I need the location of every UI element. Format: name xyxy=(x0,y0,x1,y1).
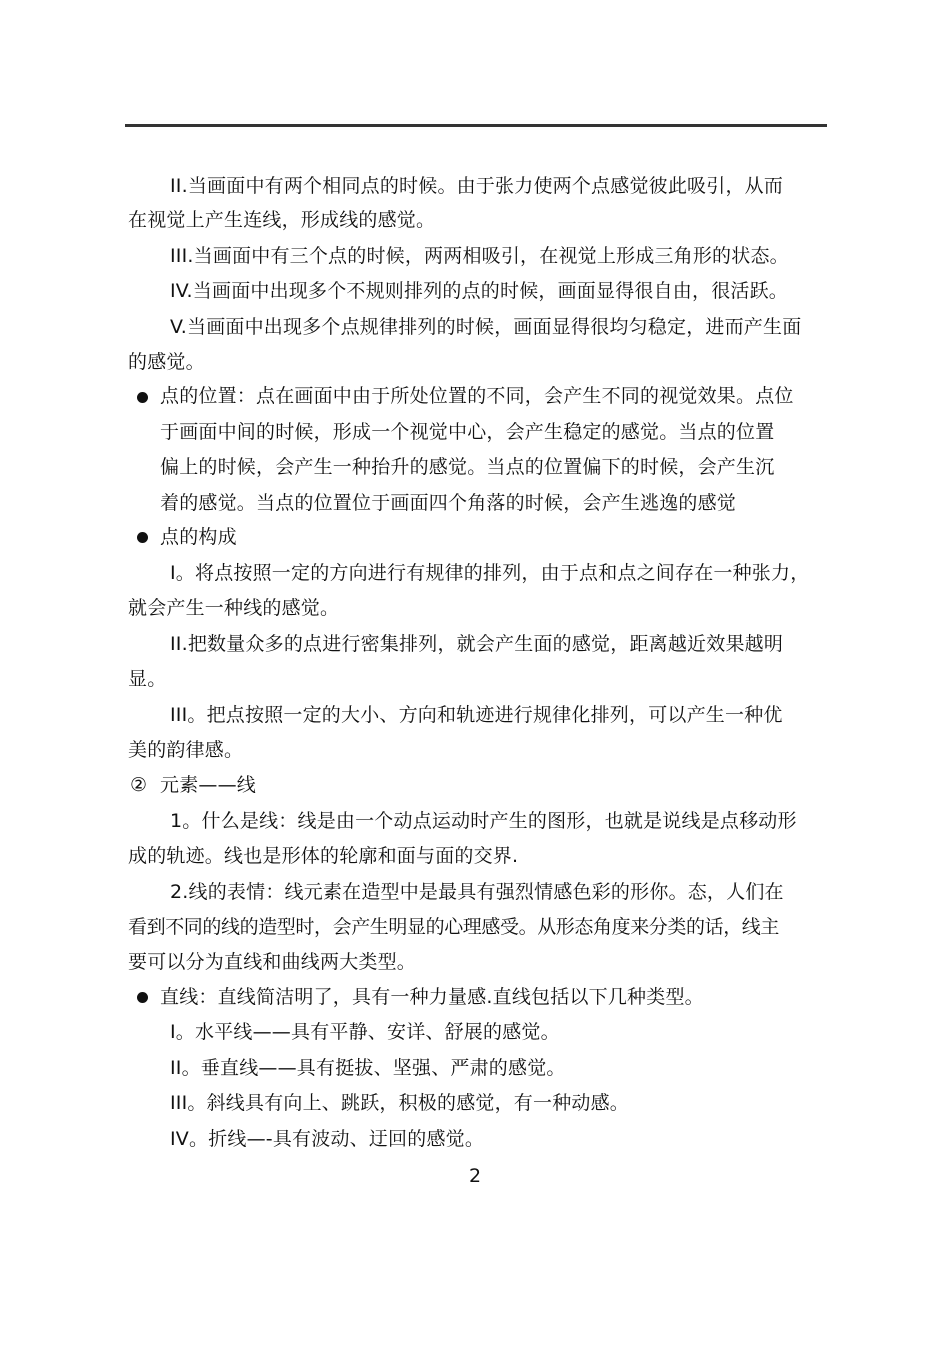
text-line: I。水平线——具有平静、安详、舒展的感觉。 xyxy=(170,1021,560,1043)
text-line: 着的感觉。当点的位置位于画面四个角落的时候，会产生逃逸的感觉 xyxy=(160,492,737,514)
bullet-icon xyxy=(137,392,148,403)
section-heading: 元素——线 xyxy=(160,774,257,796)
text-line: 偏上的时候，会产生一种抬升的感觉。当点的位置偏下的时候，会产生沉 xyxy=(160,456,775,478)
text-line: II.把数量众多的点进行密集排列，就会产生面的感觉，距离越近效果越明 xyxy=(170,633,784,655)
text-line: 的感觉。 xyxy=(128,351,205,373)
text-line: 要可以分为直线和曲线两大类型。 xyxy=(128,951,417,973)
text-line: 点的位置：点在画面中由于所处位置的不同，会产生不同的视觉效果。点位 xyxy=(160,385,794,407)
text-line: 就会产生一种线的感觉。 xyxy=(128,597,340,619)
text-line: I。将点按照一定的方向进行有规律的排列，由于点和点之间存在一种张力， xyxy=(170,562,810,584)
text-line: IV。折线—-具有波动、迂回的感觉。 xyxy=(170,1128,485,1150)
circled-number: ② xyxy=(130,774,148,796)
header-rule xyxy=(125,124,827,127)
text-line: 美的韵律感。 xyxy=(128,739,244,761)
text-line: 点的构成 xyxy=(160,526,237,548)
text-line: 显。 xyxy=(128,668,167,690)
text-line: 1。什么是线：线是由一个动点运动时产生的图形，也就是说线是点移动形 xyxy=(170,810,797,832)
text-line: III。把点按照一定的大小、方向和轨迹进行规律化排列，可以产生一种优 xyxy=(170,704,783,726)
page-number: 2 xyxy=(468,1165,482,1187)
text-line: V.当画面中出现多个点规律排列的时候，画面显得很均匀稳定，进而产生面 xyxy=(170,316,802,338)
text-line: 于画面中间的时候，形成一个视觉中心，会产生稳定的感觉。当点的位置 xyxy=(160,421,775,443)
text-line: 2.线的表情：线元素在造型中是最具有强烈情感色彩的形你。态，人们在 xyxy=(170,881,784,903)
text-line: II.当画面中有两个相同点的时候。由于张力使两个点感觉彼此吸引，从而 xyxy=(170,175,784,197)
bullet-icon xyxy=(137,532,148,543)
text-line: 成的轨迹。线也是形体的轮廓和面与面的交界. xyxy=(128,845,519,867)
text-line: IV.当画面中出现多个不规则排列的点的时候，画面显得很自由，很活跃。 xyxy=(170,280,788,302)
bullet-icon xyxy=(137,992,148,1003)
text-line: 直线：直线简洁明了，具有一种力量感.直线包括以下几种类型。 xyxy=(160,986,704,1008)
text-line: 在视觉上产生连线，形成线的感觉。 xyxy=(128,209,436,231)
text-line: II。垂直线——具有挺拔、坚强、严肃的感觉。 xyxy=(170,1057,566,1079)
text-line: III.当画面中有三个点的时候，两两相吸引，在视觉上形成三角形的状态。 xyxy=(170,245,789,267)
text-line: 看到不同的线的造型时，会产生明显的心理感受。从形态角度来分类的话，线主 xyxy=(128,916,780,938)
text-line: III。斜线具有向上、跳跃，积极的感觉，有一种动感。 xyxy=(170,1092,630,1114)
